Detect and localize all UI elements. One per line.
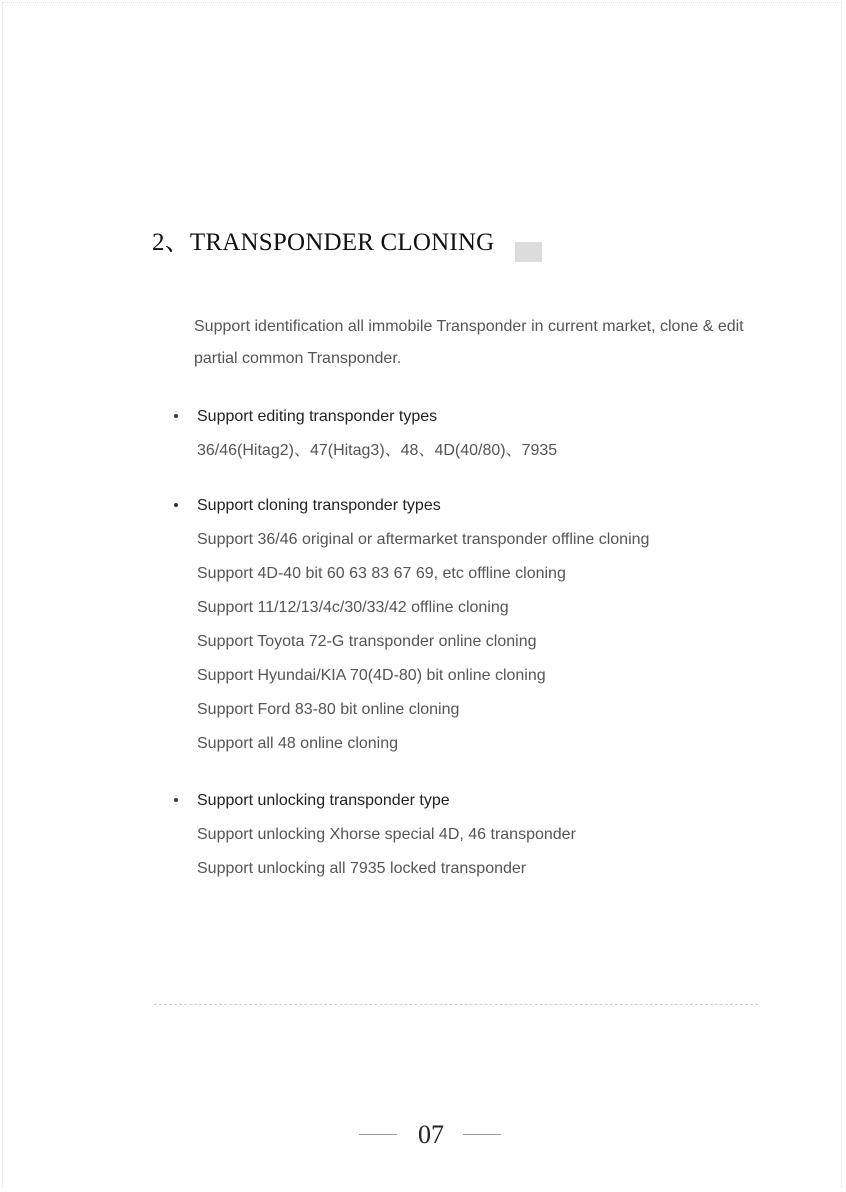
bullet-icon: [174, 503, 178, 507]
bullet-icon: [174, 798, 178, 802]
list-item: Support unlocking Xhorse special 4D, 46 transponder: [197, 826, 576, 843]
editing-heading: Support editing transponder types: [197, 408, 438, 425]
page-number: 07: [418, 1120, 444, 1149]
page-number-dash-right: [463, 1134, 501, 1135]
unlocking-group: [174, 789, 774, 886]
bullet-icon: [174, 414, 178, 418]
list-item: Support all 48 online cloning: [197, 735, 399, 752]
intro-paragraph: Support identification all immobile Transponder in current market, clone & edit partial common Transponder.: [194, 318, 744, 367]
page-number-block: [0, 1118, 846, 1154]
cloning-list: [174, 523, 774, 761]
list-item: Support 36/46 original or aftermarket transponder offline cloning: [197, 531, 650, 548]
footer-divider: [154, 1004, 758, 1005]
list-item: Support unlocking all 7935 locked transponder: [197, 860, 527, 877]
list-item: Support 11/12/13/4c/30/33/42 offline cloning: [197, 599, 509, 616]
unlocking-heading: Support unlocking transponder type: [197, 792, 450, 809]
list-item: Support Ford 83-80 bit online cloning: [197, 701, 460, 718]
editing-list: [174, 434, 774, 468]
list-item: Support Toyota 72-G transponder online cloning: [197, 633, 537, 650]
list-item: Support Hyundai/KIA 70(4D-80) bit online cloning: [197, 667, 546, 684]
unlocking-list: [174, 818, 774, 886]
list-item: 36/46(Hitag2)、47(Hitag3)、48、4D(40/80)、7935: [197, 442, 558, 459]
title-decoration: [515, 242, 542, 262]
cloning-heading: Support cloning transponder types: [197, 497, 441, 514]
editing-group: [174, 405, 774, 468]
list-item: Support 4D-40 bit 60 63 83 67 69, etc offline cloning: [197, 565, 566, 582]
cloning-group: [174, 494, 774, 761]
section-title: 2、TRANSPONDER CLONING: [152, 229, 495, 256]
page-number-dash-left: [359, 1134, 397, 1135]
